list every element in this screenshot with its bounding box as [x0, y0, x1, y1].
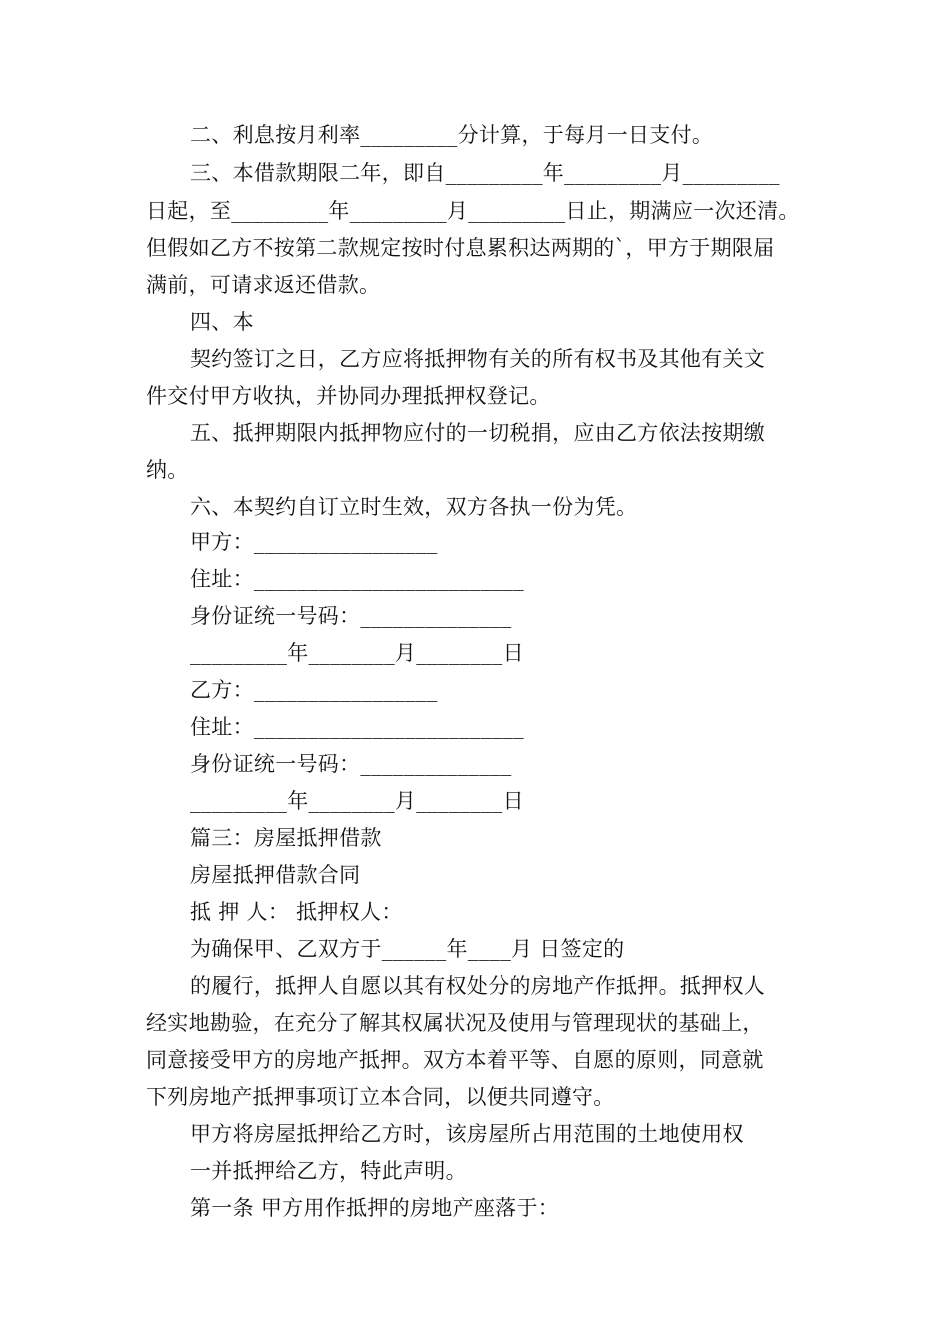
paragraph-line: 五、抵押期限内抵押物应付的一切税捐，应由乙方依法按期缴 [190, 421, 766, 445]
paragraph-line: 日起，至_________年_________月_________日止，期满应一次还清。 [146, 199, 800, 223]
paragraph-line: 二、利息按月利率_________分计算，于每月一日支付。 [190, 123, 714, 147]
party-a-date: _________年________月________日 [190, 641, 524, 665]
paragraph-line: 的履行，抵押人自愿以其有权处分的房地产作抵押。抵押权人 [190, 974, 766, 998]
party-b-label: 乙方：_________________ [190, 678, 438, 702]
paragraph-line: 三、本借款期限二年，即自_________年_________月_________ [190, 161, 780, 185]
paragraph-line: 纳。 [146, 458, 189, 482]
party-a-id-number: 身份证统一号码：______________ [190, 604, 512, 628]
party-b-date: _________年________月________日 [190, 789, 524, 813]
paragraph-line: 满前，可请求返还借款。 [146, 273, 381, 297]
party-a-label: 甲方：_________________ [190, 530, 438, 554]
paragraph-line: 契约签订之日，乙方应将抵押物有关的所有权书及其他有关文 [190, 347, 766, 371]
paragraph-line: 甲方将房屋抵押给乙方时，该房屋所占用范围的土地使用权 [190, 1122, 744, 1146]
paragraph-line: 四、本 [190, 310, 254, 334]
section-heading: 篇三：房屋抵押借款 [190, 826, 382, 850]
paragraph-line: 经实地勘验，在充分了解其权属状况及使用与管理现状的基础上， [146, 1011, 764, 1035]
paragraph-line: 件交付甲方收执，并协同办理抵押权登记。 [146, 384, 551, 408]
paragraph-line: 六、本契约自订立时生效，双方各执一份为凭。 [190, 495, 638, 519]
contract-title: 房屋抵押借款合同 [190, 863, 361, 887]
paragraph-line: 但假如乙方不按第二款规定按时付息累积达两期的`，甲方于期限届 [146, 236, 775, 260]
article-heading: 第一条 甲方用作抵押的房地产座落于： [190, 1196, 560, 1220]
paragraph-line: 下列房地产抵押事项订立本合同，以便共同遵守。 [146, 1085, 615, 1109]
party-b-id-number: 身份证统一号码：______________ [190, 752, 512, 776]
paragraph-line: 一并抵押给乙方，特此声明。 [190, 1159, 467, 1183]
parties-line: 抵 押 人： 抵押权人： [190, 900, 403, 924]
paragraph-line: 为确保甲、乙双方于______年____月 日签定的 [190, 937, 625, 961]
party-b-address: 住址：_________________________ [190, 715, 524, 739]
paragraph-line: 同意接受甲方的房地产抵押。双方本着平等、自愿的原则，同意就 [146, 1048, 764, 1072]
party-a-address: 住址：_________________________ [190, 567, 524, 591]
